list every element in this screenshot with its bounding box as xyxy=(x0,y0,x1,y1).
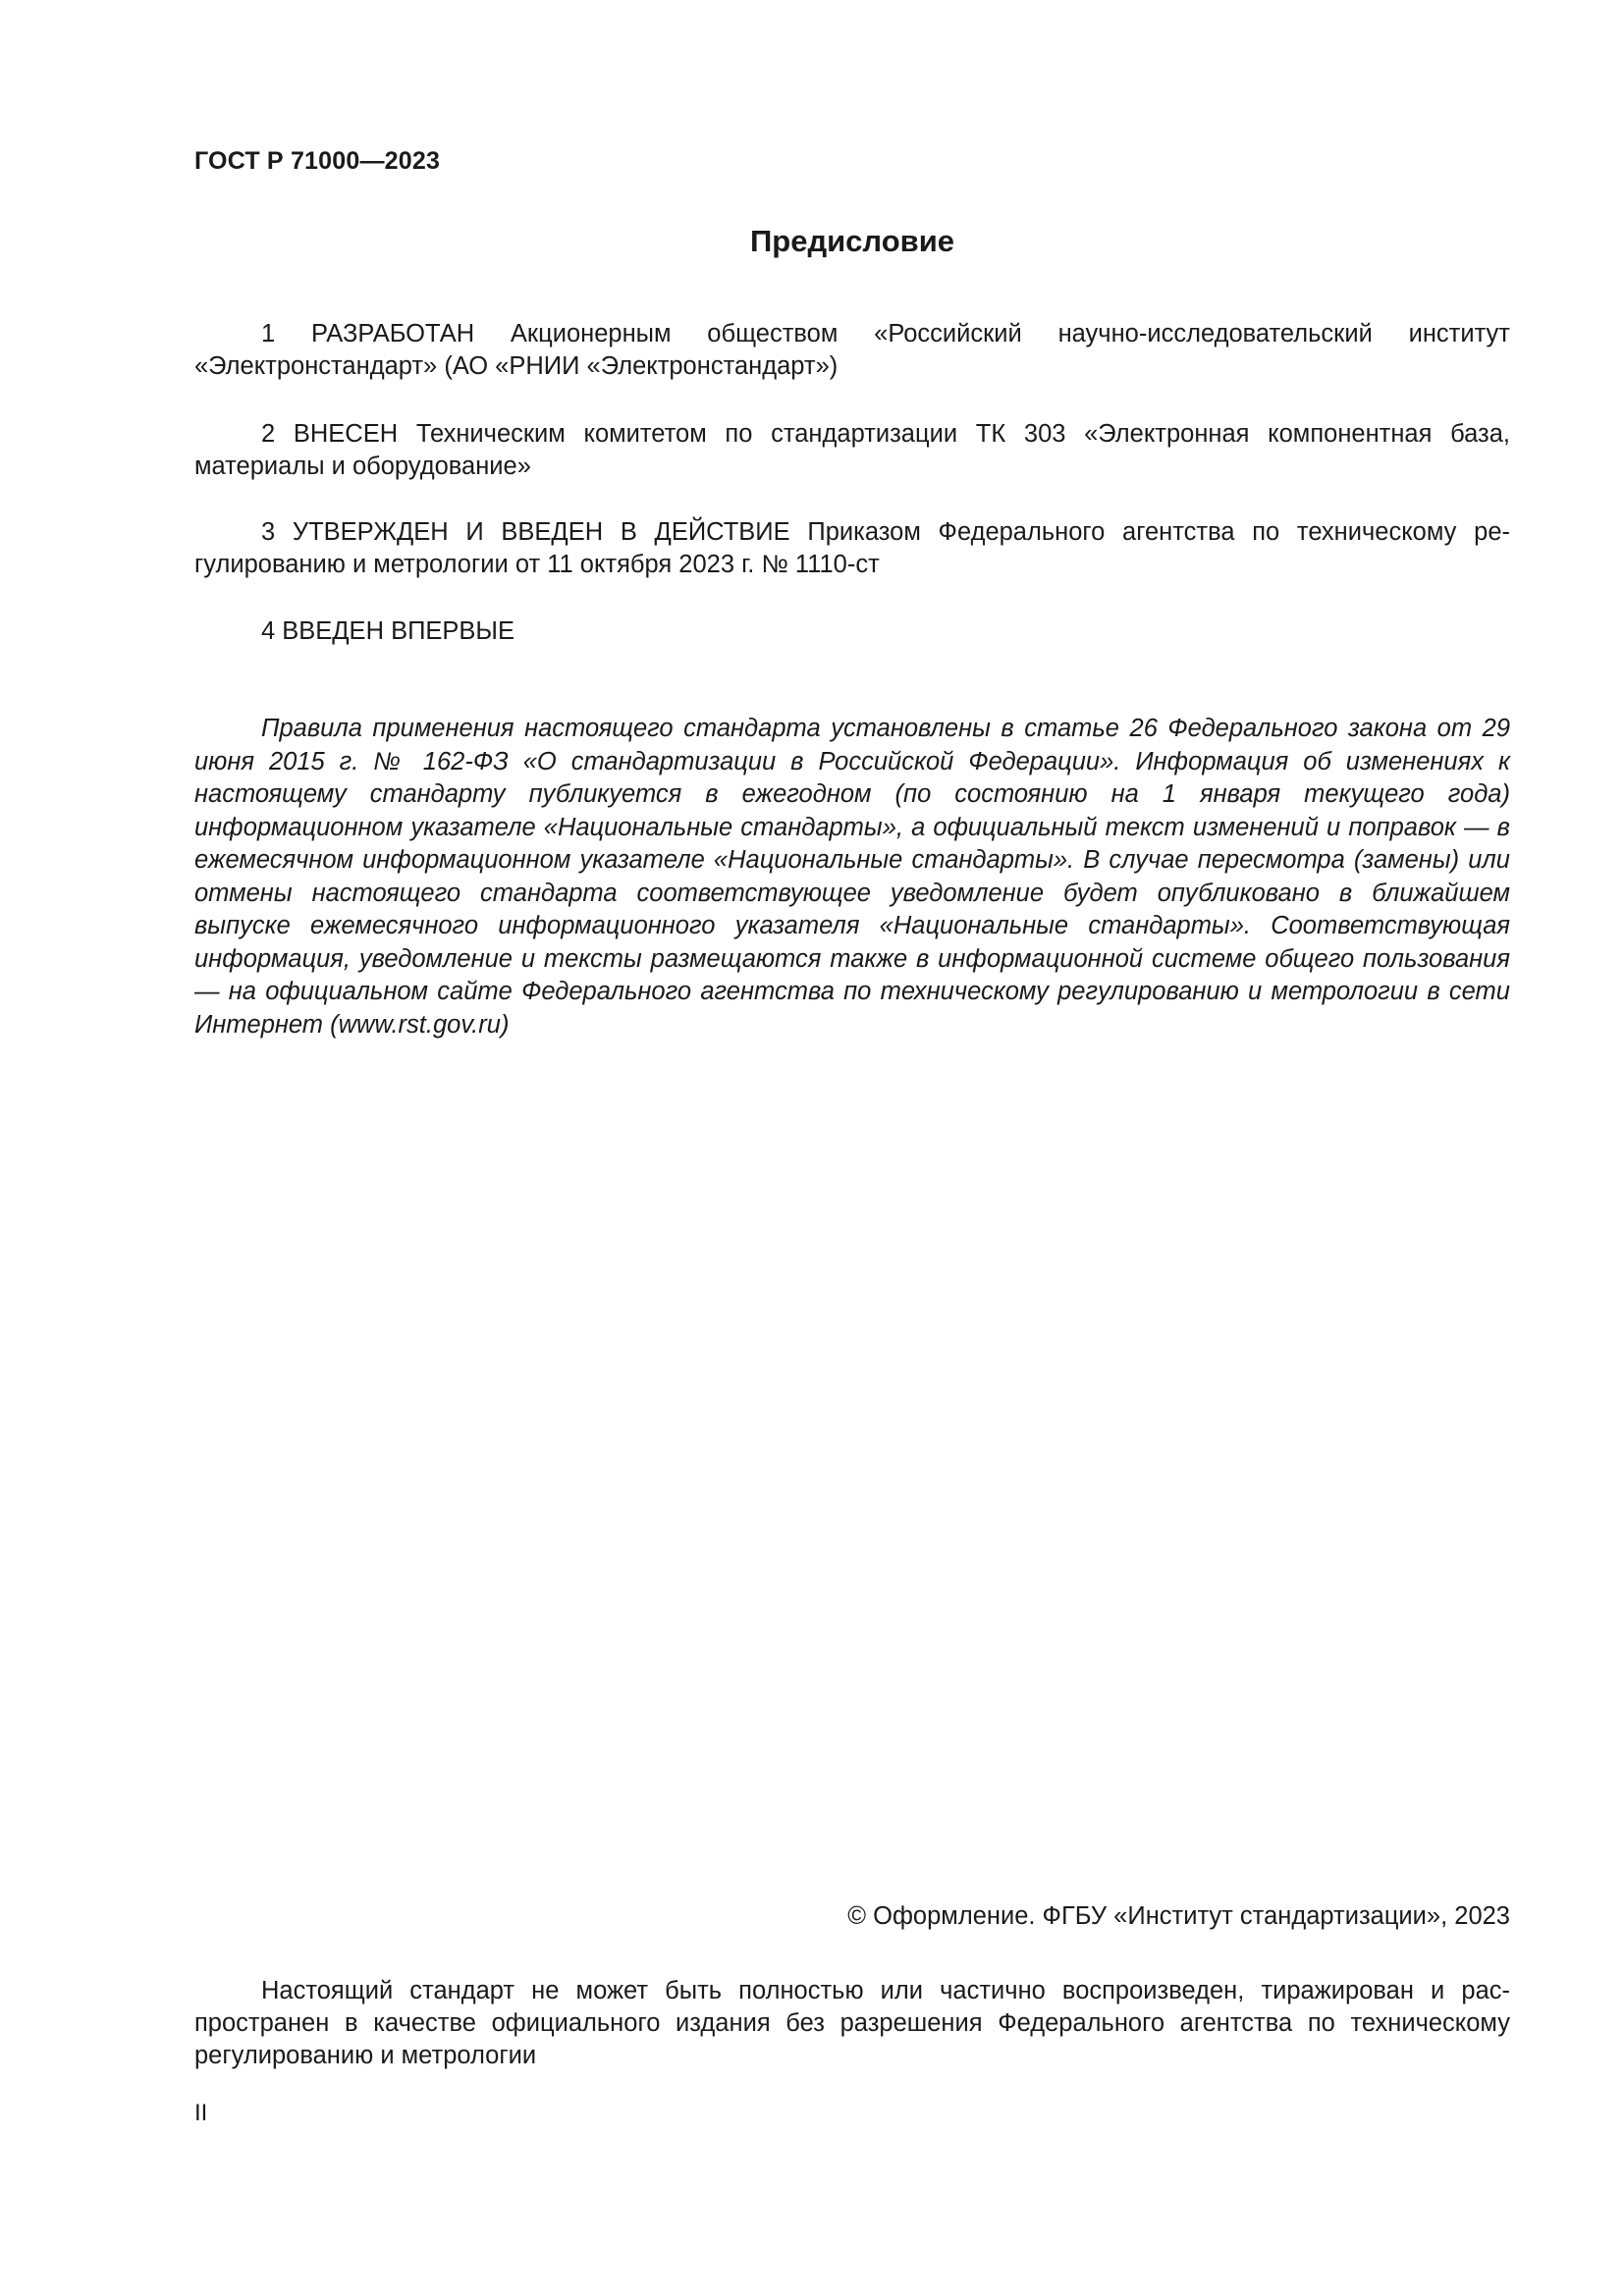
foreword-item-2 xyxy=(194,418,1510,483)
reproduction-notice-text: Настоящий стандарт не может быть полностью или частично воспроизведен, тиражирован и распространен в качестве официального издания без разрешения Федерального агентства по техническому регулированию и метрологии xyxy=(194,1977,1510,2069)
document-code: ГОСТ Р 71000—2023 xyxy=(194,147,441,175)
foreword-item-text: 4 ВВЕДЕН ВПЕРВЫЕ xyxy=(261,617,515,645)
foreword-item-text: 3 УТВЕРЖДЕН И ВВЕДЕН В ДЕЙСТВИЕ Приказом Федерального агентства по техническому регулированию и метрологии от 11 октября 2023 г. № 1110-ст xyxy=(194,518,1510,578)
foreword-item-4 xyxy=(194,615,1510,648)
foreword-item-text: 1 РАЗРАБОТАН Акционерным обществом «Российский научно-исследовательский институт «Электронстандарт» (АО «РНИИ «Электронстандарт») xyxy=(194,320,1510,380)
reproduction-notice xyxy=(194,1975,1510,2072)
rules-notice xyxy=(194,713,1510,1041)
copyright-line: © Оформление. ФГБУ «Институт стандартизации», 2023 xyxy=(847,1902,1510,1930)
page-title: Предисловие xyxy=(749,224,954,258)
foreword-item-3 xyxy=(194,516,1510,581)
foreword-item-1 xyxy=(194,318,1510,383)
page-number: II xyxy=(194,2100,208,2126)
rules-notice-text: Правила применения настоящего стандарта установлены в статье 26 Федерального закона от 29 июня 2015 г. № 162-ФЗ «О стандартизации в Российской Федерации». Информация об изменениях к настоящему стандарту публикуется в ежегодном (по состоянию на 1 января текущего года) информационном указателе «Национальные стандарты», а официальный текст изменений и поправок — в ежемесячном информационном указателе «Национальные стандарты». В случае пересмотра (замены) или отмены настоящего стандарта соответствующее уведомление будет опубликовано в ближайшем выпуске ежемесячного информационного указателя «Национальные стандарты». Соответствующая информация, уведомление и тексты размещаются также в информационной системе общего пользования — на официальном сайте Федерального агентства по техническому регулированию и метрологии в сети Интернет (www.rst.gov.ru) xyxy=(194,715,1510,1039)
foreword-item-text: 2 ВНЕСЕН Техническим комитетом по стандартизации ТК 303 «Электронная компонентная база, материалы и оборудование» xyxy=(194,420,1510,480)
